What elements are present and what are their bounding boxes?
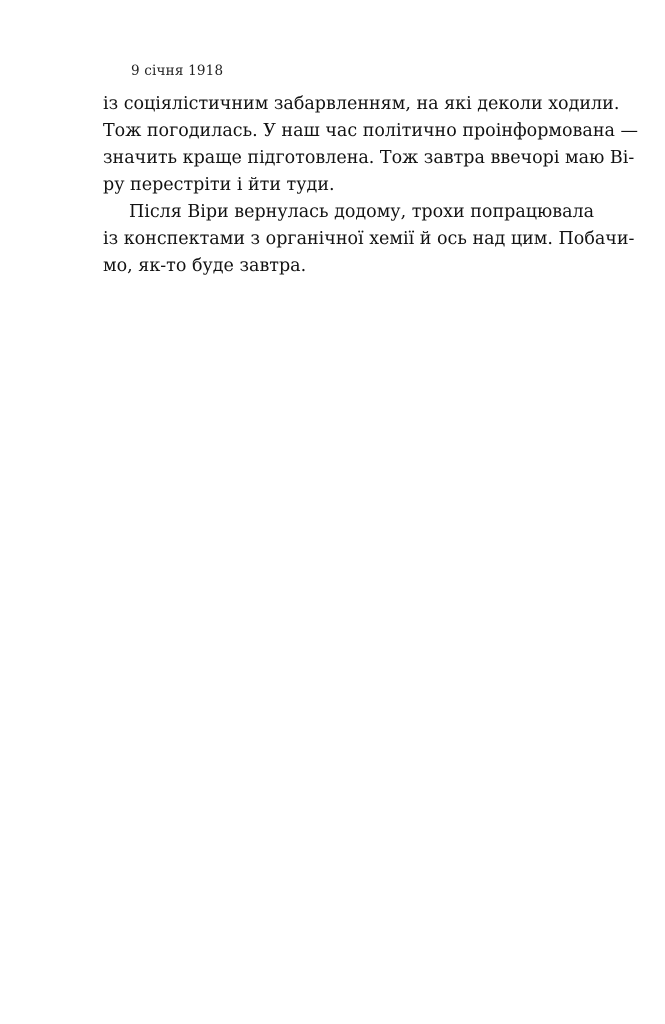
text-line-3: значить краще підготовлена. Тож завтра ввечорі маю Ві-	[103, 148, 635, 168]
running-header-date: 9 січня 1918	[131, 63, 224, 79]
text-line-6: із конспектами з органічної хемії й ось над цим. Побачи-	[103, 229, 635, 249]
text-line-2: Тож погодилась. У наш час політично проінформована —	[103, 121, 639, 141]
text-line-1: із соціялістичним забарвленням, на які деколи ходили.	[103, 94, 620, 114]
text-line-4: ру перестріти і йти туди.	[103, 175, 335, 195]
text-line-5: Після Віри вернулась додому, трохи попрацювала	[129, 202, 595, 222]
body-text	[103, 91, 639, 280]
text-line-7: мо, як-то буде завтра.	[103, 256, 307, 276]
